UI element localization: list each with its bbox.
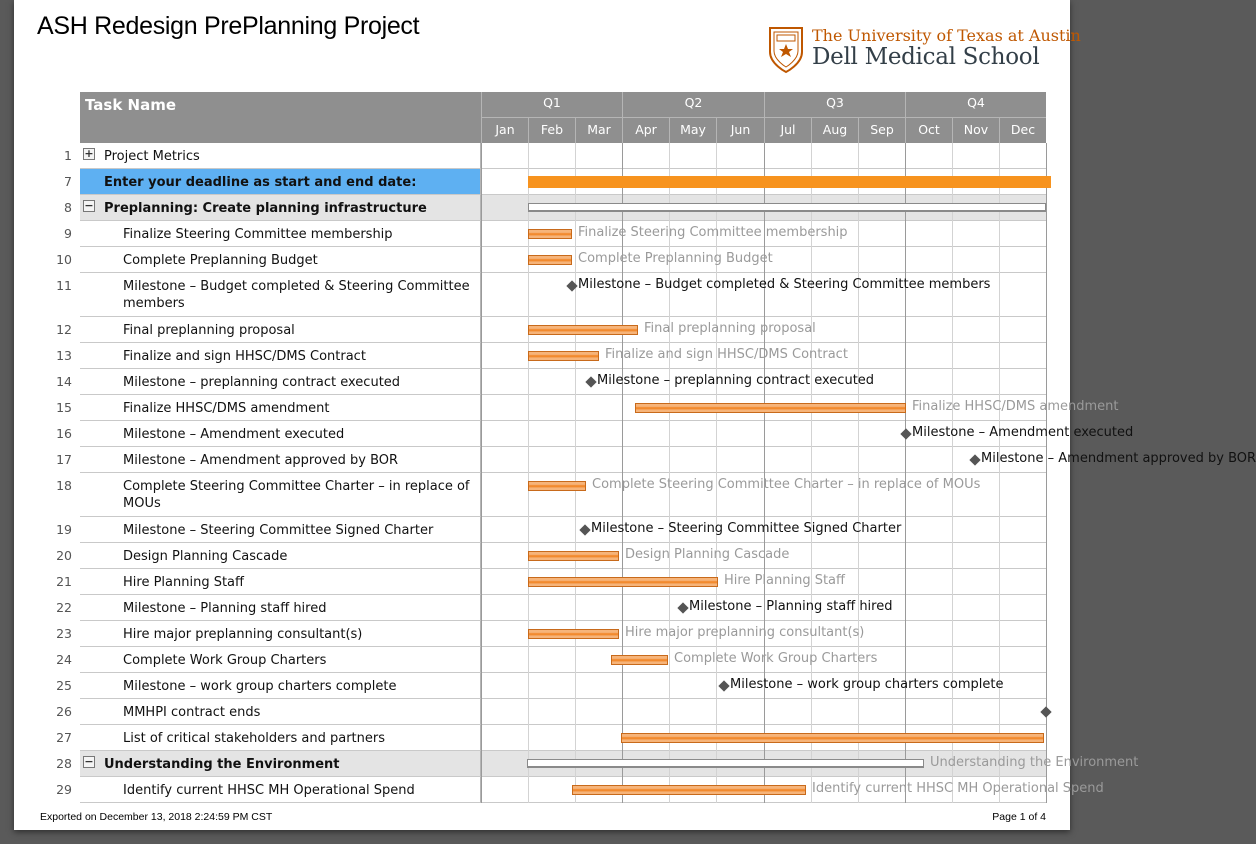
row-number: 28: [56, 756, 72, 771]
milestone-label: Milestone – Amendment approved by BOR: [981, 451, 1256, 466]
task-bar[interactable]: [528, 481, 586, 491]
task-name: Preplanning: Create planning infrastructure: [104, 201, 427, 216]
milestone-label: Milestone – work group charters complete: [730, 677, 1004, 692]
task-row[interactable]: [80, 169, 481, 195]
row-number: 10: [56, 252, 72, 267]
expand-icon[interactable]: +: [84, 147, 94, 160]
task-bar[interactable]: [528, 325, 638, 335]
row-number: 23: [56, 626, 72, 641]
task-row[interactable]: [80, 143, 481, 169]
export-timestamp: Exported on December 13, 2018 2:24:59 PM CST: [40, 811, 273, 823]
task-bar[interactable]: [528, 629, 619, 639]
month-header: Jan: [481, 117, 528, 143]
task-name: Understanding the Environment: [104, 757, 340, 772]
bar-label: Understanding the Environment: [930, 755, 1139, 770]
task-row[interactable]: [80, 343, 481, 369]
task-bar[interactable]: [621, 733, 1044, 743]
page-title: ASH Redesign PrePlanning Project: [37, 12, 420, 40]
month-header: Mar: [575, 117, 622, 143]
row-number: 13: [56, 348, 72, 363]
task-name-line2: members: [123, 296, 185, 311]
task-row[interactable]: [80, 447, 481, 473]
task-bar[interactable]: [528, 577, 718, 587]
bar-label: Finalize HHSC/DMS amendment: [912, 399, 1119, 414]
row-number: 7: [64, 174, 72, 189]
ut-shield-icon: [768, 26, 804, 74]
month-gridline: [1046, 143, 1047, 803]
task-row[interactable]: [80, 273, 481, 317]
row-number: 26: [56, 704, 72, 719]
row-number: 12: [56, 322, 72, 337]
row-number: 20: [56, 548, 72, 563]
task-name-line2: MOUs: [123, 496, 161, 511]
task-name: Design Planning Cascade: [123, 549, 288, 564]
row-number: 8: [64, 200, 72, 215]
task-name-header[interactable]: Task Name: [80, 92, 481, 143]
task-row[interactable]: [80, 247, 481, 273]
task-name: Finalize HHSC/DMS amendment: [123, 401, 330, 416]
milestone-diamond-icon[interactable]: [718, 680, 729, 691]
row-number: 9: [64, 226, 72, 241]
row-number: 27: [56, 730, 72, 745]
task-row[interactable]: [80, 621, 481, 647]
row-number: 1: [64, 148, 72, 163]
task-row[interactable]: [80, 473, 481, 517]
quarter-header: Q2: [622, 92, 764, 117]
task-name: MMHPI contract ends: [123, 705, 261, 720]
task-row[interactable]: [80, 421, 481, 447]
task-name: Complete Preplanning Budget: [123, 253, 318, 268]
task-name: Milestone – preplanning contract executed: [123, 375, 401, 390]
milestone-label: Milestone – preplanning contract executed: [597, 373, 875, 388]
deadline-bar[interactable]: [528, 176, 1051, 188]
month-header: Apr: [622, 117, 669, 143]
task-name: Hire major preplanning consultant(s): [123, 627, 363, 642]
milestone-diamond-icon[interactable]: [969, 454, 980, 465]
task-row[interactable]: [80, 543, 481, 569]
ut-logo: [768, 26, 1081, 76]
row-number: 16: [56, 426, 72, 441]
task-row[interactable]: [80, 647, 481, 673]
task-name: Milestone – Planning staff hired: [123, 601, 327, 616]
timeline-area: [481, 143, 1256, 803]
row-number: 19: [56, 522, 72, 537]
collapse-icon[interactable]: −: [84, 755, 94, 768]
task-bar[interactable]: [572, 785, 806, 795]
task-row[interactable]: [80, 595, 481, 621]
task-name: Milestone – Budget completed & Steering Committee members: [123, 279, 470, 311]
bar-label: Finalize Steering Committee membership: [578, 225, 848, 240]
export-page: [14, 0, 1256, 830]
task-name: Final preplanning proposal: [123, 323, 295, 338]
milestone-diamond-icon[interactable]: [566, 280, 577, 291]
task-row[interactable]: [80, 221, 481, 247]
month-header: Dec: [999, 117, 1046, 143]
task-name: Milestone – Amendment executed: [123, 427, 345, 442]
month-header: May: [669, 117, 716, 143]
task-row[interactable]: [80, 317, 481, 343]
task-row[interactable]: [80, 395, 481, 421]
row-number: 29: [56, 782, 72, 797]
milestone-diamond-icon[interactable]: [1040, 706, 1051, 717]
month-header: Feb: [528, 117, 575, 143]
bar-label: Finalize and sign HHSC/DMS Contract: [605, 347, 848, 362]
quarter-header: Q3: [764, 92, 905, 117]
task-row[interactable]: [80, 517, 481, 543]
milestone-diamond-icon[interactable]: [677, 602, 688, 613]
row-number: 18: [56, 478, 72, 493]
task-row[interactable]: [80, 751, 481, 777]
month-header: Jun: [716, 117, 764, 143]
task-name: Milestone – Steering Committee Signed Charter: [123, 523, 434, 538]
milestone-diamond-icon[interactable]: [579, 524, 590, 535]
month-header: Oct: [905, 117, 952, 143]
milestone-label: Milestone – Amendment executed: [912, 425, 1134, 440]
month-header: Nov: [952, 117, 999, 143]
task-name: Complete Steering Committee Charter – in replace of MOUs: [123, 479, 470, 511]
page-number: Page 1 of 4: [992, 811, 1046, 823]
bar-label: Hire major preplanning consultant(s): [625, 625, 865, 640]
task-bar[interactable]: [528, 255, 572, 265]
task-bar[interactable]: [528, 351, 599, 361]
task-name: Finalize Steering Committee membership: [123, 227, 393, 242]
task-name: Identify current HHSC MH Operational Spend: [123, 783, 415, 798]
bar-label: Identify current HHSC MH Operational Spend: [812, 781, 1104, 796]
task-bar[interactable]: [528, 229, 572, 239]
row-number: 24: [56, 652, 72, 667]
row-number: 15: [56, 400, 72, 415]
task-name: List of critical stakeholders and partners: [123, 731, 385, 746]
month-header: Jul: [764, 117, 811, 143]
task-name: Complete Work Group Charters: [123, 653, 327, 668]
milestone-diamond-icon[interactable]: [900, 428, 911, 439]
task-name: Milestone – work group charters complete: [123, 679, 397, 694]
row-number: 22: [56, 600, 72, 615]
collapse-icon[interactable]: −: [84, 199, 94, 212]
task-name: Milestone – Amendment approved by BOR: [123, 453, 399, 468]
summary-bar[interactable]: [528, 203, 1046, 212]
bar-label: Complete Work Group Charters: [674, 651, 878, 666]
task-name: Finalize and sign HHSC/DMS Contract: [123, 349, 366, 364]
task-row[interactable]: [80, 725, 481, 751]
task-row[interactable]: [80, 777, 481, 803]
milestone-label: Milestone – Budget completed & Steering Committee members: [578, 277, 991, 292]
summary-bar[interactable]: [527, 759, 924, 768]
month-header: Sep: [858, 117, 905, 143]
gantt-chart: [56, 92, 1256, 800]
task-bar[interactable]: [635, 403, 906, 413]
milestone-diamond-icon[interactable]: [585, 376, 596, 387]
row-number: 17: [56, 452, 72, 467]
row-number: 21: [56, 574, 72, 589]
bar-label: Hire Planning Staff: [724, 573, 845, 588]
task-name: Project Metrics: [104, 149, 200, 164]
task-bar[interactable]: [611, 655, 668, 665]
row-number: 25: [56, 678, 72, 693]
row-number: 11: [56, 278, 72, 293]
quarter-header: Q4: [905, 92, 1046, 117]
task-row[interactable]: [80, 699, 481, 725]
task-name: Enter your deadline as start and end date:: [104, 175, 417, 190]
task-row[interactable]: [80, 369, 481, 395]
task-bar[interactable]: [528, 551, 619, 561]
bar-label: Final preplanning proposal: [644, 321, 816, 336]
bar-label: Complete Preplanning Budget: [578, 251, 773, 266]
task-row[interactable]: [80, 195, 481, 221]
logo-school-text: Dell Medical School: [812, 44, 1040, 70]
task-row[interactable]: [80, 569, 481, 595]
logo-university-text: The University of Texas at Austin: [812, 26, 1081, 45]
month-header: Aug: [811, 117, 858, 143]
bar-label: Complete Steering Committee Charter – in replace of MOUs: [592, 477, 981, 492]
milestone-label: Milestone – Steering Committee Signed Charter: [591, 521, 902, 536]
milestone-label: Milestone – Planning staff hired: [689, 599, 893, 614]
row-number: 14: [56, 374, 72, 389]
quarter-header: Q1: [481, 92, 622, 117]
task-row[interactable]: [80, 673, 481, 699]
task-name: Hire Planning Staff: [123, 575, 244, 590]
bar-label: Design Planning Cascade: [625, 547, 790, 562]
